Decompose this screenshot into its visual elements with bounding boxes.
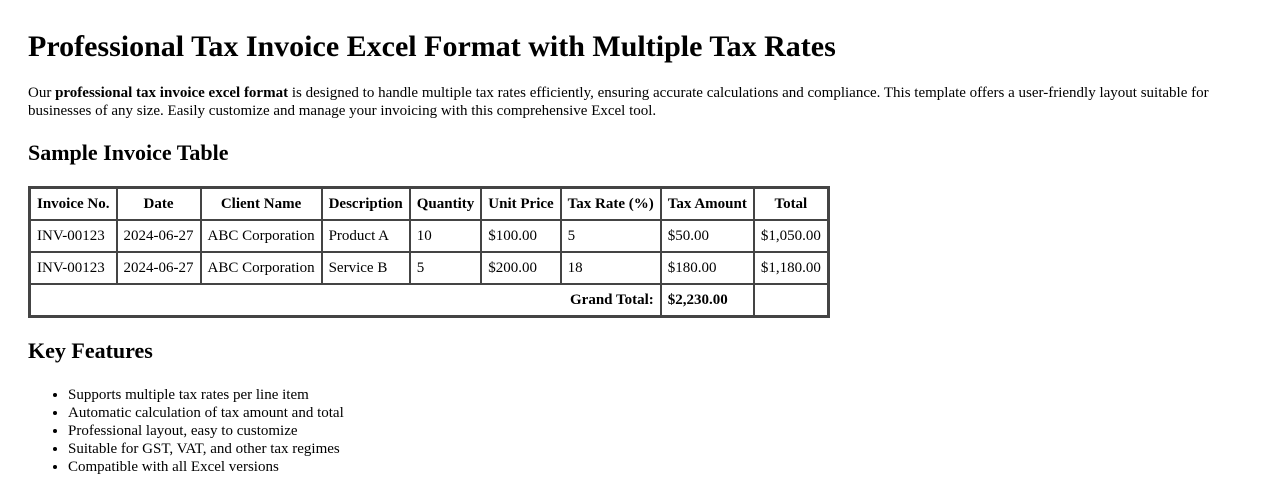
table-row — [30, 252, 828, 284]
cell-invoice-no: INV-00123 — [30, 220, 117, 252]
header-quantity: Quantity — [410, 188, 482, 220]
cell-invoice-no: INV-00123 — [30, 252, 117, 284]
cell-tax-rate: 18 — [561, 252, 661, 284]
list-item: • Automatic calculation of tax amount and total — [68, 404, 1250, 422]
features-list — [28, 386, 1250, 476]
header-total: Total — [754, 188, 828, 220]
header-invoice-no: Invoice No. — [30, 188, 117, 220]
cell-unit-price: $100.00 — [481, 220, 560, 252]
cell-tax-rate: 5 — [561, 220, 661, 252]
intro-paragraph — [28, 84, 1228, 120]
table-row — [30, 220, 828, 252]
cell-quantity: 10 — [410, 220, 482, 252]
intro-prefix: Our — [28, 85, 56, 101]
cell-date: 2024-06-27 — [117, 220, 201, 252]
header-client-name: Client Name — [201, 188, 322, 220]
header-unit-price: Unit Price — [481, 188, 560, 220]
cell-client-name: ABC Corporation — [201, 220, 322, 252]
list-item: • Suitable for GST, VAT, and other tax regimes — [68, 440, 1250, 458]
grand-total-value: $2,230.00 — [661, 284, 754, 316]
header-tax-rate: Tax Rate (%) — [561, 188, 661, 220]
key-features-heading: Key Features — [28, 338, 153, 363]
intro-suffix: is designed to handle multiple tax rates efficiently, ensuring accurate calculations and compliance. This template offers a user-friendly layout suitable for businesses of any size. Easily customize and manage your invoicing with this comprehensive Excel tool. — [28, 85, 1209, 119]
cell-quantity: 5 — [410, 252, 482, 284]
list-item: • Supports multiple tax rates per line item — [68, 386, 1250, 404]
header-description: Description — [322, 188, 410, 220]
cell-description: Service B — [322, 252, 410, 284]
cell-unit-price: $200.00 — [481, 252, 560, 284]
cell-tax-amount: $50.00 — [661, 220, 754, 252]
header-date: Date — [117, 188, 201, 220]
cell-total: $1,180.00 — [754, 252, 828, 284]
header-tax-amount: Tax Amount — [661, 188, 754, 220]
cell-tax-amount: $180.00 — [661, 252, 754, 284]
intro-bold-keyword: professional tax invoice excel format — [55, 85, 289, 101]
grand-total-row — [30, 284, 828, 316]
list-item: • Professional layout, easy to customize — [68, 422, 1250, 440]
invoice-table — [28, 186, 830, 318]
cell-date: 2024-06-27 — [117, 252, 201, 284]
list-item: • Compatible with all Excel versions — [68, 458, 1250, 476]
grand-total-empty-cell — [754, 284, 828, 316]
cell-total: $1,050.00 — [754, 220, 828, 252]
grand-total-label: Grand Total: — [30, 284, 661, 316]
cell-description: Product A — [322, 220, 410, 252]
sample-invoice-heading: Sample Invoice Table — [28, 140, 229, 165]
page-title: Professional Tax Invoice Excel Format with Multiple Tax Rates — [28, 30, 836, 63]
cell-client-name: ABC Corporation — [201, 252, 322, 284]
table-header-row — [30, 188, 828, 220]
